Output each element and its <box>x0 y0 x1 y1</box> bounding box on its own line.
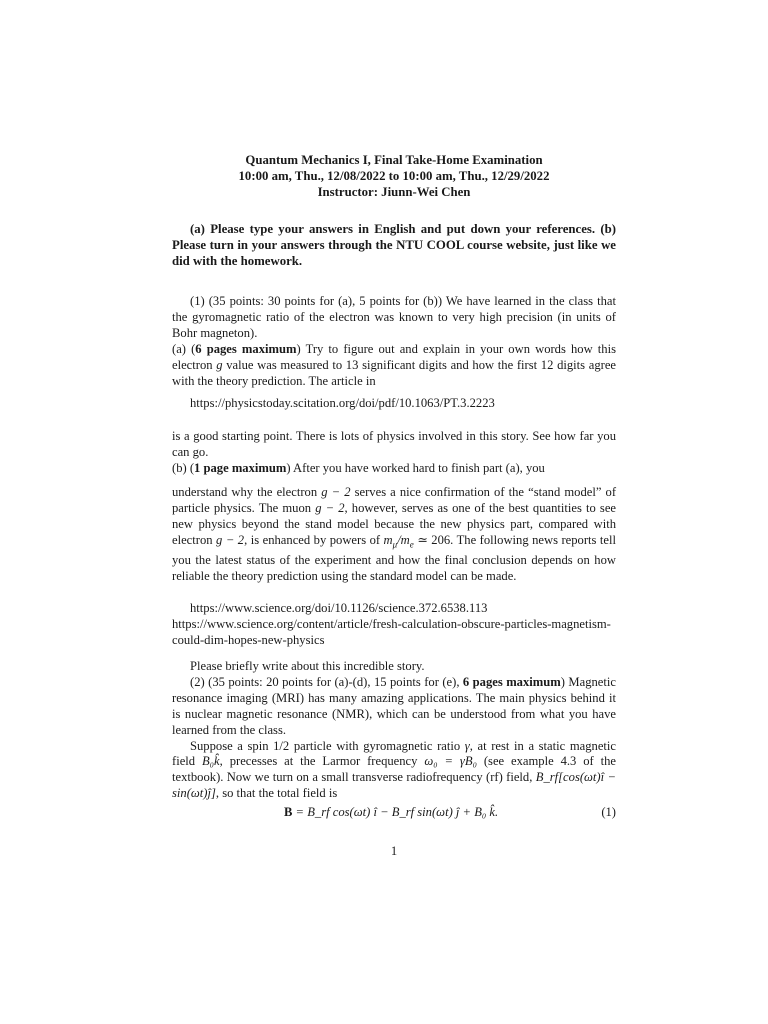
instructions-block <box>172 221 616 269</box>
part-b-sentence-5: The following news reports tell you the latest status of the experiment and how the final conclusion depends on how reliable the theory prediction using the standard model can be made. <box>172 532 617 584</box>
part-b-paragraph <box>172 485 616 585</box>
problem-1-intro: (1) (35 points: 30 points for (a), 5 points for (b)) We have learned in the class that the gyromagnetic ratio of the electron was known to very high precision (in units of Bohr magneton). <box>172 294 616 340</box>
setup-text-4: (see example 4.3 of the textbook). Now we turn on a small transverse radiofrequency (rf) field, <box>172 754 616 785</box>
science-links <box>172 601 616 649</box>
problem-1-part-b-continued <box>172 485 616 585</box>
e-subscript: e <box>409 539 414 550</box>
part-b-sentence-1: understand why the electron <box>172 485 322 499</box>
problem-2-close-paren: ) <box>560 674 565 689</box>
static-field-symbol: B₀k̂ <box>201 754 220 769</box>
physics-today-link-block <box>172 396 616 412</box>
problem-2-setup <box>172 739 616 803</box>
problem-2 <box>172 659 616 802</box>
setup-text-3: , precesses at the Larmor frequency <box>219 754 425 769</box>
science-link-2-continued[interactable]: could-dim-hopes-new-physics <box>172 632 325 647</box>
g-minus-2-symbol: g − 2 <box>321 485 351 499</box>
page-number: 1 <box>390 844 398 858</box>
setup-text-2: , at rest in a static magnetic field <box>172 738 616 769</box>
equation-1 <box>172 804 616 820</box>
mu-subscript: μ <box>392 539 398 550</box>
equation-1-number: (1) <box>601 805 616 819</box>
part-a-label: (a) ( <box>172 341 196 356</box>
mass-ratio <box>383 532 414 550</box>
after-url-text: is a good starting point. There is lots of physics involved in this story. See how far you can go. <box>172 429 616 459</box>
equation-B-symbol: B <box>284 805 293 819</box>
part-b-sentence-3: , however, serves as one of the best quantities to see new physics beyond the stand model because the new physics part, compared with electron <box>172 500 616 547</box>
exam-title <box>172 152 616 200</box>
problem-1 <box>172 294 616 389</box>
instructions-text: (a) Please type your answers in English and put down your references. (b) Please turn in your answers through the NTU COOL course website, just like we did with the homework. <box>172 222 616 268</box>
g-minus-2-symbol: g − 2 <box>216 532 245 547</box>
larmor-frequency: ω₀ = γB₀ <box>424 754 477 769</box>
g-minus-2-symbol: g − 2 <box>315 500 345 515</box>
title-line-3: Instructor: Jiunn-Wei Chen <box>317 185 471 199</box>
part-b-sentence-4: , is enhanced by powers of <box>244 532 384 547</box>
setup-text-5: , so that the total field is <box>215 786 338 801</box>
title-line-1: Quantum Mechanics I, Final Take-Home Examination <box>245 153 543 167</box>
mass-symbol: m <box>383 532 393 547</box>
equation-1-expression <box>284 804 498 820</box>
problem-1-continued <box>172 429 616 477</box>
setup-text-1: Suppose a spin 1/2 particle with gyromagnetic ratio <box>190 738 465 753</box>
part-b-sentence-2: serves a nice confirmation of the “stand model” of particle physics. The muon <box>172 485 617 515</box>
mass-symbol-e: /m <box>397 532 410 547</box>
problem-2-intro-text: Magnetic resonance imaging (MRI) has many amazing applications. The main physics behind it is nuclear magnetic resonance (NMR), which can be understood from what you have learned from the class. <box>172 674 616 737</box>
mass-ratio-value: ≃ 206. <box>413 532 454 547</box>
problem-2-points: (2) (35 points: 20 points for (a)-(d), 15 points for (e), <box>190 674 463 689</box>
problem-2-intro <box>172 675 616 739</box>
part-b-page-limit: 1 page maximum <box>194 460 287 475</box>
science-links-list <box>172 601 616 649</box>
title-line-2: 10:00 am, Thu., 12/08/2022 to 10:00 am, Thu., 12/29/2022 <box>238 169 550 183</box>
part-a-page-limit: 6 pages maximum <box>195 341 297 356</box>
g-symbol: g <box>216 357 223 372</box>
science-link-1[interactable]: https://www.science.org/doi/10.1126/science.372.6538.113 <box>190 601 488 615</box>
problem-1-part-b <box>172 461 616 477</box>
part-b-label: (b) ( <box>172 460 195 475</box>
physics-today-link[interactable]: https://physicstoday.scitation.org/doi/pdf/10.1063/PT.3.2223 <box>190 396 495 410</box>
gamma-symbol: γ <box>464 738 470 753</box>
rf-field-expression: B_rf[cos(ωt)î − sin(ωt)ĵ] <box>172 770 616 801</box>
part-a-text-continued: value was measured to 13 significant digits and how the first 12 digits agree with the theory prediction. The article in <box>172 357 617 388</box>
problem-2-page-limit: 6 pages maximum <box>462 674 561 689</box>
equation-rhs: = B_rf cos(ωt) î − B_rf sin(ωt) ĵ + B₀ k̂. <box>292 805 499 819</box>
part-a-text: ) Try to figure out and explain in your own words how this electron <box>172 341 616 372</box>
problem-1-closing: Please briefly write about this incredible story. <box>190 659 425 673</box>
part-b-text: ) After you have worked hard to finish part (a), you <box>286 460 545 475</box>
science-link-2[interactable]: https://www.science.org/content/article/fresh-calculation-obscure-particles-magnetism- <box>172 616 611 631</box>
problem-1-part-a <box>172 342 616 390</box>
